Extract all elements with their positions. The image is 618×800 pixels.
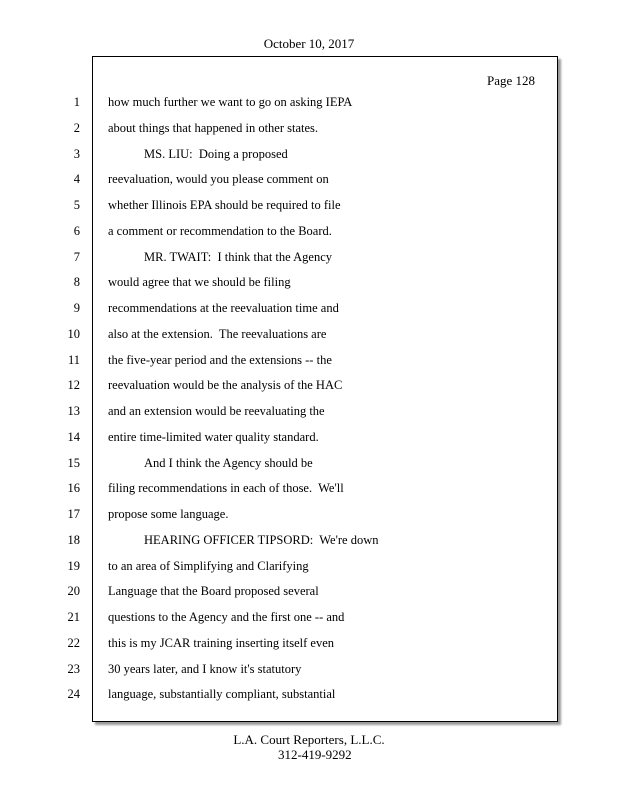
transcript-line: how much further we want to go on asking IEPA (108, 95, 353, 109)
line-number: 19 (67, 558, 80, 573)
transcript-line: the five-year period and the extensions -- the (108, 352, 332, 367)
line-number: 6 (73, 223, 80, 238)
line-number: 14 (67, 429, 80, 444)
line-number: 17 (67, 507, 80, 521)
transcript-line: recommendations at the reevaluation time and (108, 301, 339, 315)
transcript-line: filing recommendations in each of those. We'll (108, 481, 344, 496)
header-date: October 10, 2017 (263, 36, 355, 51)
transcript-line: also at the extension. The reevaluations are (108, 326, 327, 341)
transcript-line: questions to the Agency and the first one -- and (108, 610, 345, 624)
line-number: 9 (73, 301, 80, 315)
transcript-line: entire time-limited water quality standard. (108, 429, 319, 444)
transcript-line: this is my JCAR training inserting itself even (108, 635, 335, 650)
transcript-line: whether Illinois EPA should be required to file (108, 198, 341, 212)
line-number: 2 (73, 120, 80, 135)
transcript-line: HEARING OFFICER TIPSORD: We're down (144, 532, 379, 547)
transcript-line: would agree that we should be filing (108, 275, 291, 290)
line-number: 3 (73, 146, 80, 161)
transcript-line: about things that happened in other states. (108, 120, 319, 135)
page-number: Page 128 (486, 73, 535, 88)
transcript-line: and an extension would be reevaluating the (108, 404, 325, 418)
line-number: 15 (67, 455, 80, 470)
line-number: 11 (67, 352, 80, 367)
line-number: 4 (73, 172, 80, 187)
transcript-line: Language that the Board proposed several (108, 584, 319, 599)
line-number: 21 (67, 610, 80, 624)
line-number: 24 (67, 687, 80, 702)
transcript-text (108, 90, 548, 708)
line-number: 20 (67, 584, 80, 599)
line-number: 22 (67, 635, 80, 650)
footer-company: L.A. Court Reporters, L.L.C. (233, 732, 385, 747)
line-number: 10 (67, 326, 80, 341)
line-number: 23 (67, 661, 80, 676)
transcript-line: reevaluation would be the analysis of the HAC (108, 378, 343, 393)
transcript-line: And I think the Agency should be (144, 455, 313, 470)
line-number: 13 (67, 404, 80, 418)
transcript-line: to an area of Simplifying and Clarifying (108, 558, 309, 573)
transcript-line: propose some language. (108, 507, 229, 521)
line-number-column (0, 90, 80, 708)
transcript-line: 30 years later, and I know it's statutory (108, 661, 302, 676)
line-number: 16 (67, 481, 80, 496)
line-number: 18 (67, 532, 80, 547)
line-number: 8 (73, 275, 80, 290)
line-number: 5 (73, 198, 80, 212)
transcript-line: language, substantially compliant, substantial (108, 687, 336, 702)
footer-phone: 312-419-9292 (278, 747, 352, 762)
line-number: 1 (73, 95, 80, 109)
transcript-line: a comment or recommendation to the Board. (108, 223, 332, 238)
transcript-line: MS. LIU: Doing a proposed (144, 146, 288, 161)
line-number: 12 (67, 378, 80, 393)
transcript-line: MR. TWAIT: I think that the Agency (144, 249, 333, 264)
transcript-line: reevaluation, would you please comment on (108, 172, 329, 187)
line-number: 7 (73, 249, 80, 264)
